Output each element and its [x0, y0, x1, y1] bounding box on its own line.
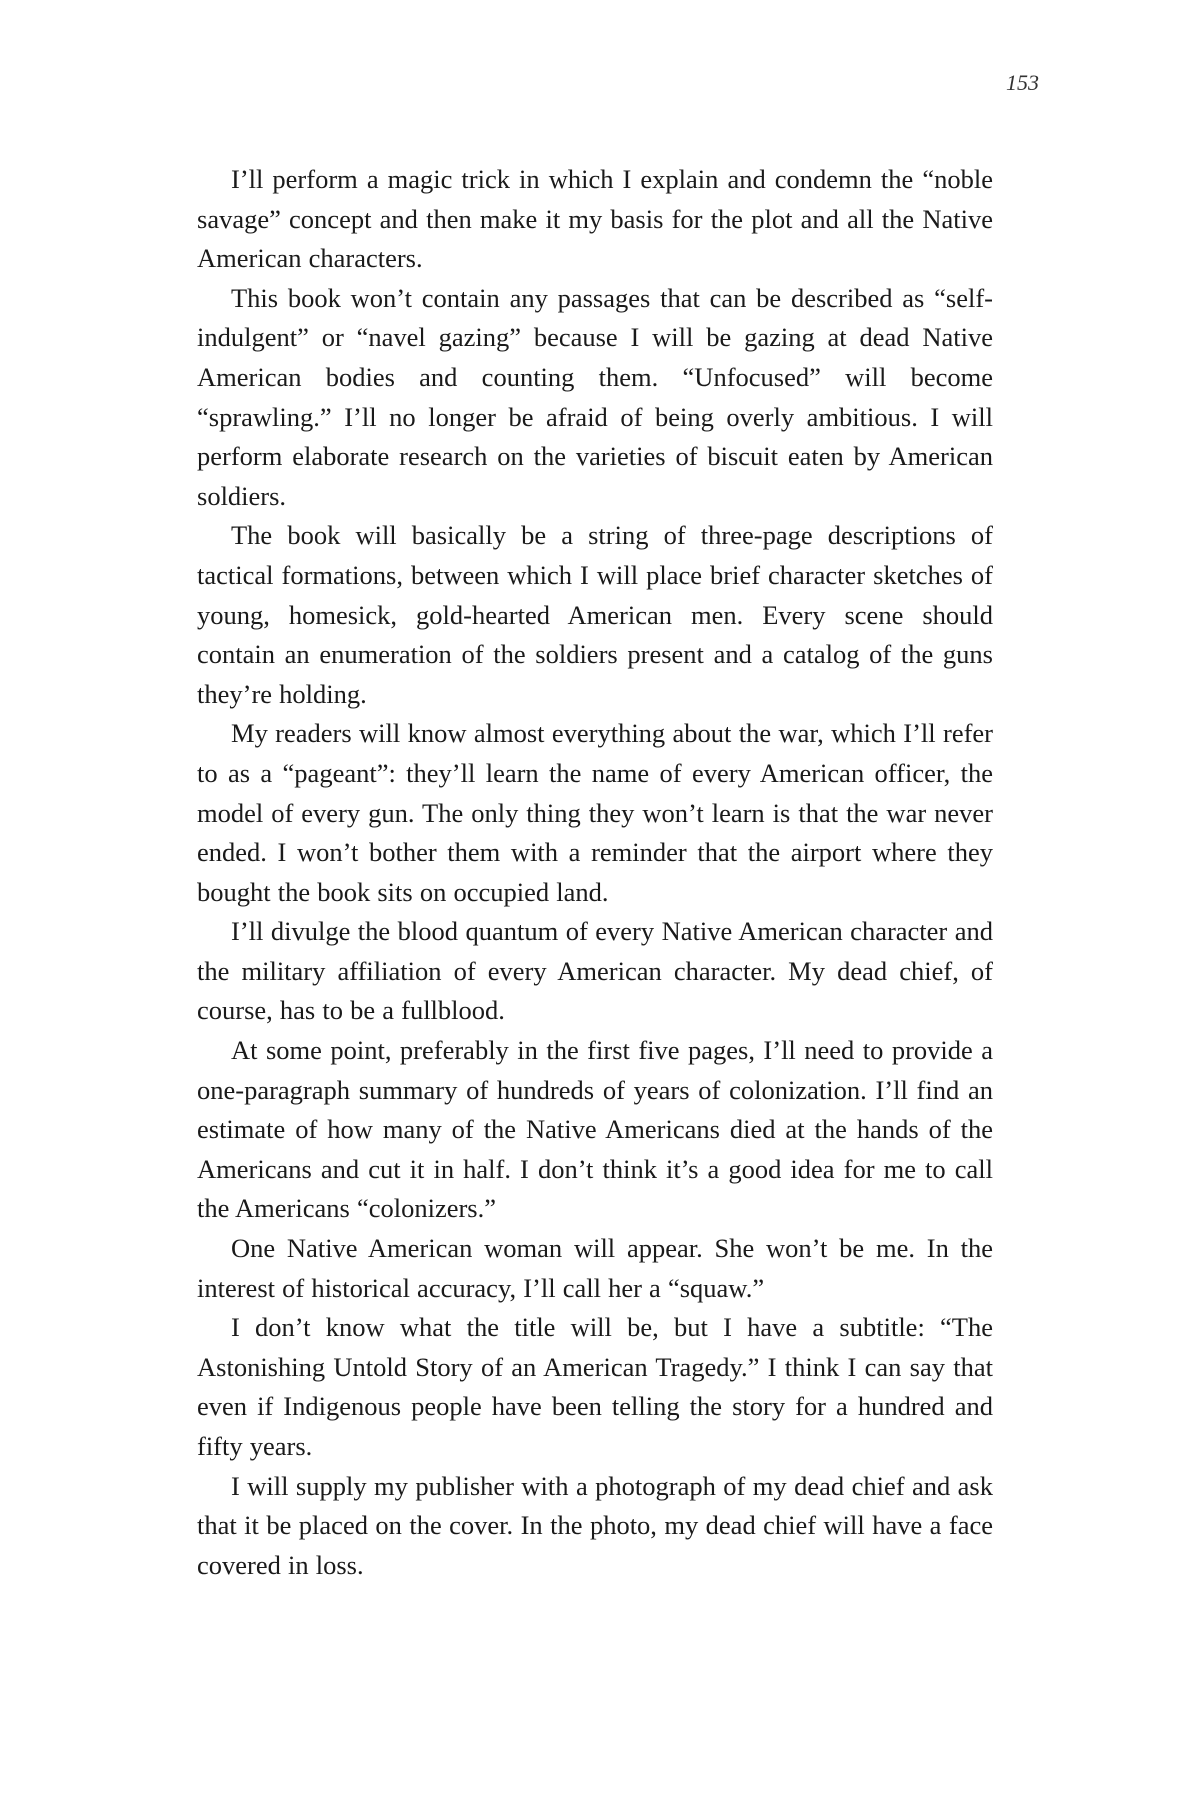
paragraph: This book won’t contain any passages that can be described as “self-indulgent” or “navel gazing” because I will be gazing at dead Native American bodies and counting them. “Unfocused” will become “sprawling.” I’ll no longer be afraid of being overly ambitious. I will perform elaborate research on the varieties of biscuit eaten by American soldiers. [197, 282, 993, 511]
body-text [197, 160, 993, 1585]
paragraph: I’ll divulge the blood quantum of every Native American character and the military affiliation of every American character. My dead chief, of course, has to be a fullblood. [197, 916, 993, 1026]
paragraph: I will supply my publisher with a photograph of my dead chief and ask that it be placed on the cover. In the photo, my dead chief will have a face covered in loss. [197, 1470, 993, 1580]
page-number: 153 [1006, 70, 1039, 95]
paragraph: I don’t know what the title will be, but I have a subtitle: “The Astonishing Untold Story of an American Tragedy.” I think I can say that even if Indigenous people have been telling the story for a hundred and fifty years. [197, 1312, 993, 1461]
paragraph: One Native American woman will appear. She won’t be me. In the interest of historical accuracy, I’ll call her a “squaw.” [197, 1233, 993, 1303]
paragraph: The book will basically be a string of three-page descriptions of tactical formations, between which I will place brief character sketches of young, homesick, gold-hearted American men. Every scene should contain an enumeration of the soldiers present and a catalog of the guns they’re holding. [197, 520, 993, 709]
paragraph: I’ll perform a magic trick in which I explain and condemn the “noble savage” concept and then make it my basis for the plot and all the Native American characters. [197, 164, 993, 274]
paragraph: My readers will know almost everything about the war, which I’ll refer to as a “pageant”: they’ll learn the name of every American officer, the model of every gun. The only thing they won’t learn is that the war never ended. I won’t bother them with a reminder that the airport where they bought the book sits on occupied land. [197, 718, 993, 907]
paragraph: At some point, preferably in the first five pages, I’ll need to provide a one-paragraph summary of hundreds of years of colonization. I’ll find an estimate of how many of the Native Americans died at the hands of the Americans and cut it in half. I don’t think it’s a good idea for me to call the Americans “colonizers.” [197, 1035, 993, 1224]
